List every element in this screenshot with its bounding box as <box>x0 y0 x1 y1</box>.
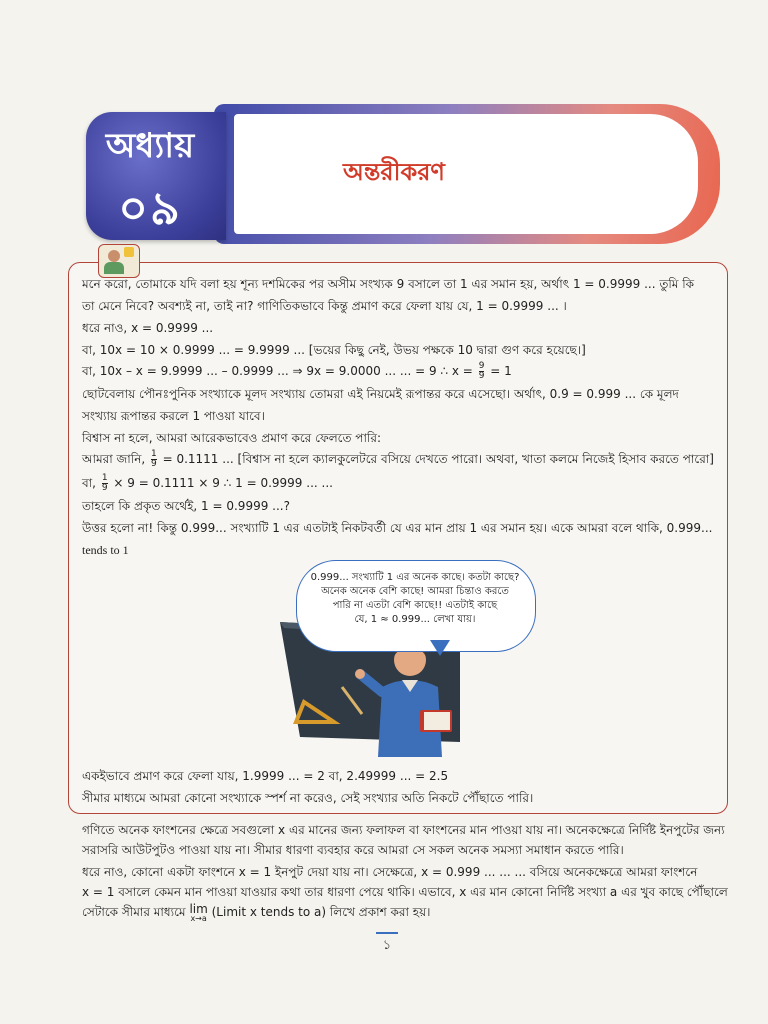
paragraph-line: একইভাবে প্রমাণ করে ফেলা যায়, 1.9999 ... = 2 বা, 2.49999 ... = 2.5 <box>82 769 449 783</box>
equation-text: বা, 10x – x = 9.9999 ... – 0.9999 ... ⇒ 9x = 9.0000 ... ... = 9 ∴ x = <box>82 364 473 378</box>
body-line: সরাসরি আউটপুটও পাওয়া যায় না। সীমার ধারণা ব্যবহার করে আমরা সে সকল অনেক সমস্যা সমাধান করতে পারি। <box>82 843 624 857</box>
chapter-number: ০৯ <box>118 181 182 235</box>
speech-line: অনেক অনেক বেশি কাছে! আমরা চিন্তাও করতে <box>321 586 509 597</box>
speech-line: 0.999... সংখ্যাটি 1 এর অনেক কাছে। কতটা কাছে? <box>310 572 520 583</box>
equation-line <box>82 362 512 381</box>
body-line: x = 1 বসালে কেমন মান পাওয়া যাওয়ার কথা তার ধারণা পেয়ে থাকি। এভাবে, x এর মান কোনো নির্দিষ্ট সংখ্যা a এর খুব কাছে পৌঁছালে <box>82 885 728 899</box>
fraction-nine-ninths: $\frac{9}{9}$ <box>478 361 485 381</box>
equation-line: আমরা জানি, $\frac{1}{9}$ = 0.1111 ... [বিশ্বাস না হলে ক্যালকুলেটরে বসিয়ে দেখতে পারো। অথবা, খাতা কলমে নিজেই হিসাব করতে পারো] <box>82 449 714 469</box>
chapter-title-box <box>234 114 698 234</box>
paragraph-line: ধরে নাও, x = 0.9999 ... <box>82 321 214 335</box>
speech-bubble-tail <box>430 640 450 656</box>
paragraph-line: tends to 1 <box>82 543 129 557</box>
fraction-one-ninth: $\frac{1}{9}$ <box>101 473 108 493</box>
chapter-badge <box>86 112 226 240</box>
paragraph-line: ছোটবেলায় পৌনঃপুনিক সংখ্যাকে মূলদ সংখ্যায় তোমরা এই নিয়মেই রূপান্তর করে এসেছো। অর্থাৎ, 0.9̇ = 0.999 ... কে মূলদ <box>82 387 679 401</box>
paragraph-line: তাহলে কি প্রকৃত অর্থেই, 1 = 0.9999 ...? <box>82 499 290 513</box>
body-line: ধরে নাও, কোনো একটা ফাংশনে x = 1 ইনপুট দেয়া যায় না। সেক্ষেত্রে, x = 0.999 ... ... ... বসিয়ে অনেকক্ষেত্রে আমরা ফাংশনে <box>82 865 698 879</box>
page-number: ১ <box>382 938 392 953</box>
paragraph-line: সীমার মাধ্যমে আমরা কোনো সংখ্যাকে স্পর্শ না করেও, সেই সংখ্যার অতি নিকটে পৌঁছাতে পারি। <box>82 791 534 805</box>
paragraph-line: সংখ্যায় রূপান্তর করলে 1 পাওয়া যাবে। <box>82 409 265 423</box>
equation-tail: = 1 <box>490 364 512 378</box>
fraction-one-ninth: $\frac{1}{9}$ <box>151 449 157 469</box>
chapter-title: অন্তরীকরণ <box>343 158 445 186</box>
paragraph-line: বিশ্বাস না হলে, আমরা আরেকভাবেও প্রমাণ করে ফেলতে পারি: <box>82 431 382 445</box>
body-line-limit: সেটাকে সীমার মাধ্যমে lim x→a (Limit x tends to a) লিখে প্রকাশ করা হয়। <box>82 902 431 923</box>
chapter-label: অধ্যায় <box>105 126 195 166</box>
equation-line: বা, $\frac{1}{9}$ × 9 = 0.1111 × 9 ∴ 1 = 0.9999 ... ... <box>82 473 333 493</box>
speech-line: পারি না এতটা বেশি কাছে!! এতটাই কাছে <box>332 600 498 611</box>
body-line: গণিতে অনেক ফাংশনের ক্ষেত্রে সবগুলো x এর মানের জন্য ফলাফল বা ফাংশনের মান পাওয়া যায় না। অনেকক্ষেত্রে নির্দিষ্ট ইনপুটের জন্য <box>82 823 725 837</box>
page-number-rule <box>376 932 398 934</box>
paragraph-line: বা, 10x = 10 × 0.9999 ... = 9.9999 ... [ভয়ের কিছু নেই, উভয় পক্ষকে 10 দ্বারা গুণ করে হয়েছে।] <box>82 343 586 357</box>
paragraph-line: তা মেনে নিবে? অবশ্যই না, তাই না? গাণিতিকভাবে কিন্তু প্রমাণ করে ফেলা যায় যে, 1 = 0.9999 ... । <box>82 299 567 313</box>
paragraph-line: উত্তর হলো না! কিন্তু 0.999... সংখ্যাটি 1 এর এতটাই নিকটবর্তী যে এর মান প্রায় 1 এর সমান হয়। একে আমরা বলে থাকি, 0.999... <box>82 521 713 535</box>
limit-notation: lim x→a <box>189 902 208 923</box>
chapter-title-frame <box>214 104 720 244</box>
thinking-person-icon <box>98 244 140 278</box>
paragraph-line: মনে করো, তোমাকে যদি বলা হয় শূন্য দশমিকের পর অসীম সংখ্যক 9 বসালে তা 1 এর সমান হয়, অর্থাৎ 1 = 0.9999 ... তুমি কি <box>82 277 695 291</box>
speech-line: যে, 1 ≈ 0.999... লেখা যায়। <box>354 614 476 625</box>
